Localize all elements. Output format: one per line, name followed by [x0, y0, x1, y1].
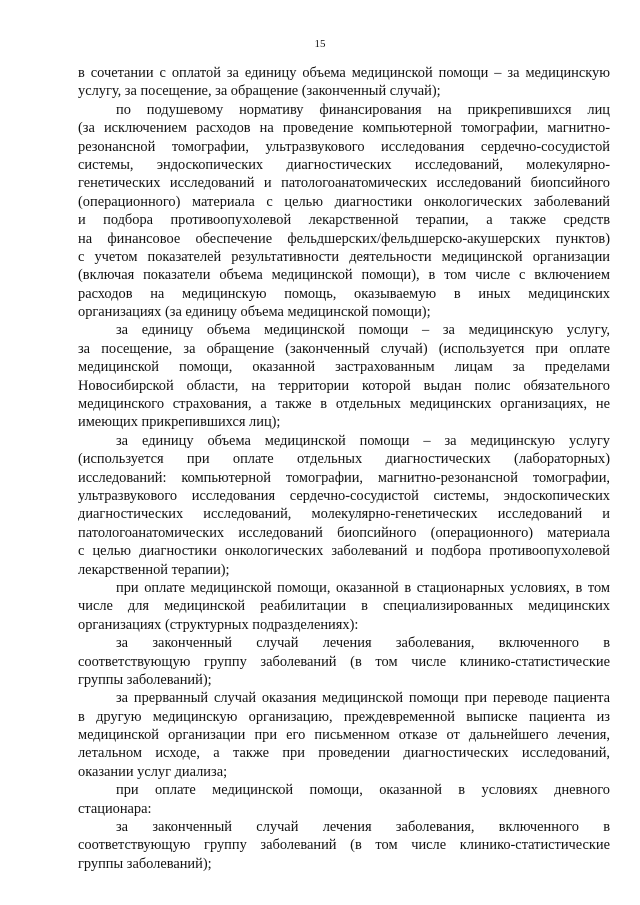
- text-line: и подбора противоопухолевой лекарственной терапии, а также средств: [78, 212, 610, 229]
- text-line: медицинского страхования, а также в отдельных медицинских организациях, не: [78, 396, 610, 413]
- text-line: услугу, за посещение, за обращение (законченный случай);: [78, 83, 441, 100]
- text-line: Новосибирской области, на территории которой выдан полис обязательного: [78, 377, 610, 394]
- text-line: организациях (структурных подразделениях):: [78, 616, 359, 633]
- text-line: на финансовое обеспечение фельдшерских/фельдшерско-акушерских пунктов): [78, 230, 610, 247]
- text-line: при оплате медицинской помощи, оказанной в условиях дневного: [116, 782, 610, 799]
- text-line: группы заболеваний);: [78, 855, 212, 872]
- text-line: летальном исходе, а также при проведении диагностических исследований,: [78, 745, 610, 762]
- text-line: по подушевому нормативу финансирования на прикрепившихся лиц: [116, 101, 610, 118]
- text-line: расходов на медицинскую помощь, оказываемую в иных медицинских: [78, 285, 610, 302]
- text-line: в сочетании с оплатой за единицу объема медицинской помощи – за медицинскую: [78, 65, 610, 81]
- text-line: за посещение, за обращение (законченный случай) (используется при оплате: [78, 340, 610, 357]
- text-line: диагностических исследований, молекулярно-генетических исследований и: [78, 506, 610, 523]
- text-line: (используется при оплате отдельных диагностических (лабораторных): [78, 451, 610, 468]
- text-line: группы заболеваний);: [78, 671, 212, 688]
- text-line: с учетом показателей результативности деятельности медицинской организации: [78, 248, 610, 265]
- text-line: (за исключением расходов на проведение компьютерной томографии, магнитно-: [78, 120, 610, 137]
- text-line: исследований: компьютерной томографии, магнитно-резонансной томографии,: [78, 469, 610, 486]
- text-line: ультразвукового исследования сердечно-сосудистой системы, эндоскопических: [78, 487, 610, 504]
- text-line: числе для медицинской реабилитации в специализированных медицинских: [78, 598, 610, 615]
- text-line: соответствующую группу заболеваний (в том числе клинико-статистические: [78, 837, 610, 854]
- text-line: за прерванный случай оказания медицинской помощи при переводе пациента: [116, 690, 610, 707]
- text-line: с целью диагностики онкологических заболеваний и подбора противоопухолевой: [78, 543, 610, 560]
- text-line: за единицу объема медицинской помощи – за медицинскую услугу: [116, 432, 610, 449]
- text-line: за законченный случай лечения заболевания, включенного в: [116, 819, 610, 836]
- text-line: за единицу объема медицинской помощи – за медицинскую услугу,: [116, 322, 610, 339]
- text-line: организациях (за единицу объема медицинской помощи);: [78, 304, 431, 321]
- body-text: [78, 64, 610, 873]
- text-line: медицинской организации при его письменном отказе от дальнейшего лечения,: [78, 727, 610, 744]
- text-line: стационара:: [78, 800, 152, 817]
- text-line: при оплате медицинской помощи, оказанной в стационарных условиях, в том: [116, 579, 610, 596]
- text-line: медицинской помощи, оказанной застрахованным лицам за пределами: [78, 359, 610, 376]
- text-line: оказании услуг диализа;: [78, 763, 228, 780]
- text-line: системы, эндоскопических диагностических исследований, молекулярно-: [78, 156, 610, 173]
- text-line: патологоанатомических исследований биопсийного (операционного) материала: [78, 524, 610, 541]
- text-line: (включая показатели объема медицинской помощи), в том числе с включением: [78, 267, 610, 284]
- text-line: (операционного) материала с целью диагностики онкологических заболеваний: [78, 193, 610, 210]
- text-line: имеющих прикрепившихся лиц);: [78, 414, 281, 431]
- text-line: генетических исследований и патологоанатомических исследований биопсийного: [78, 175, 610, 192]
- page-number: 15: [314, 38, 326, 50]
- text-line: резонансной томографии, ультразвукового исследования сердечно-сосудистой: [78, 138, 610, 155]
- text-line: соответствующую группу заболеваний (в том числе клинико-статистические: [78, 653, 610, 670]
- text-line: лекарственной терапии);: [78, 561, 230, 578]
- text-line: за законченный случай лечения заболевания, включенного в: [116, 635, 610, 652]
- text-line: в другую медицинскую организацию, преждевременной выписке пациента из: [78, 708, 610, 725]
